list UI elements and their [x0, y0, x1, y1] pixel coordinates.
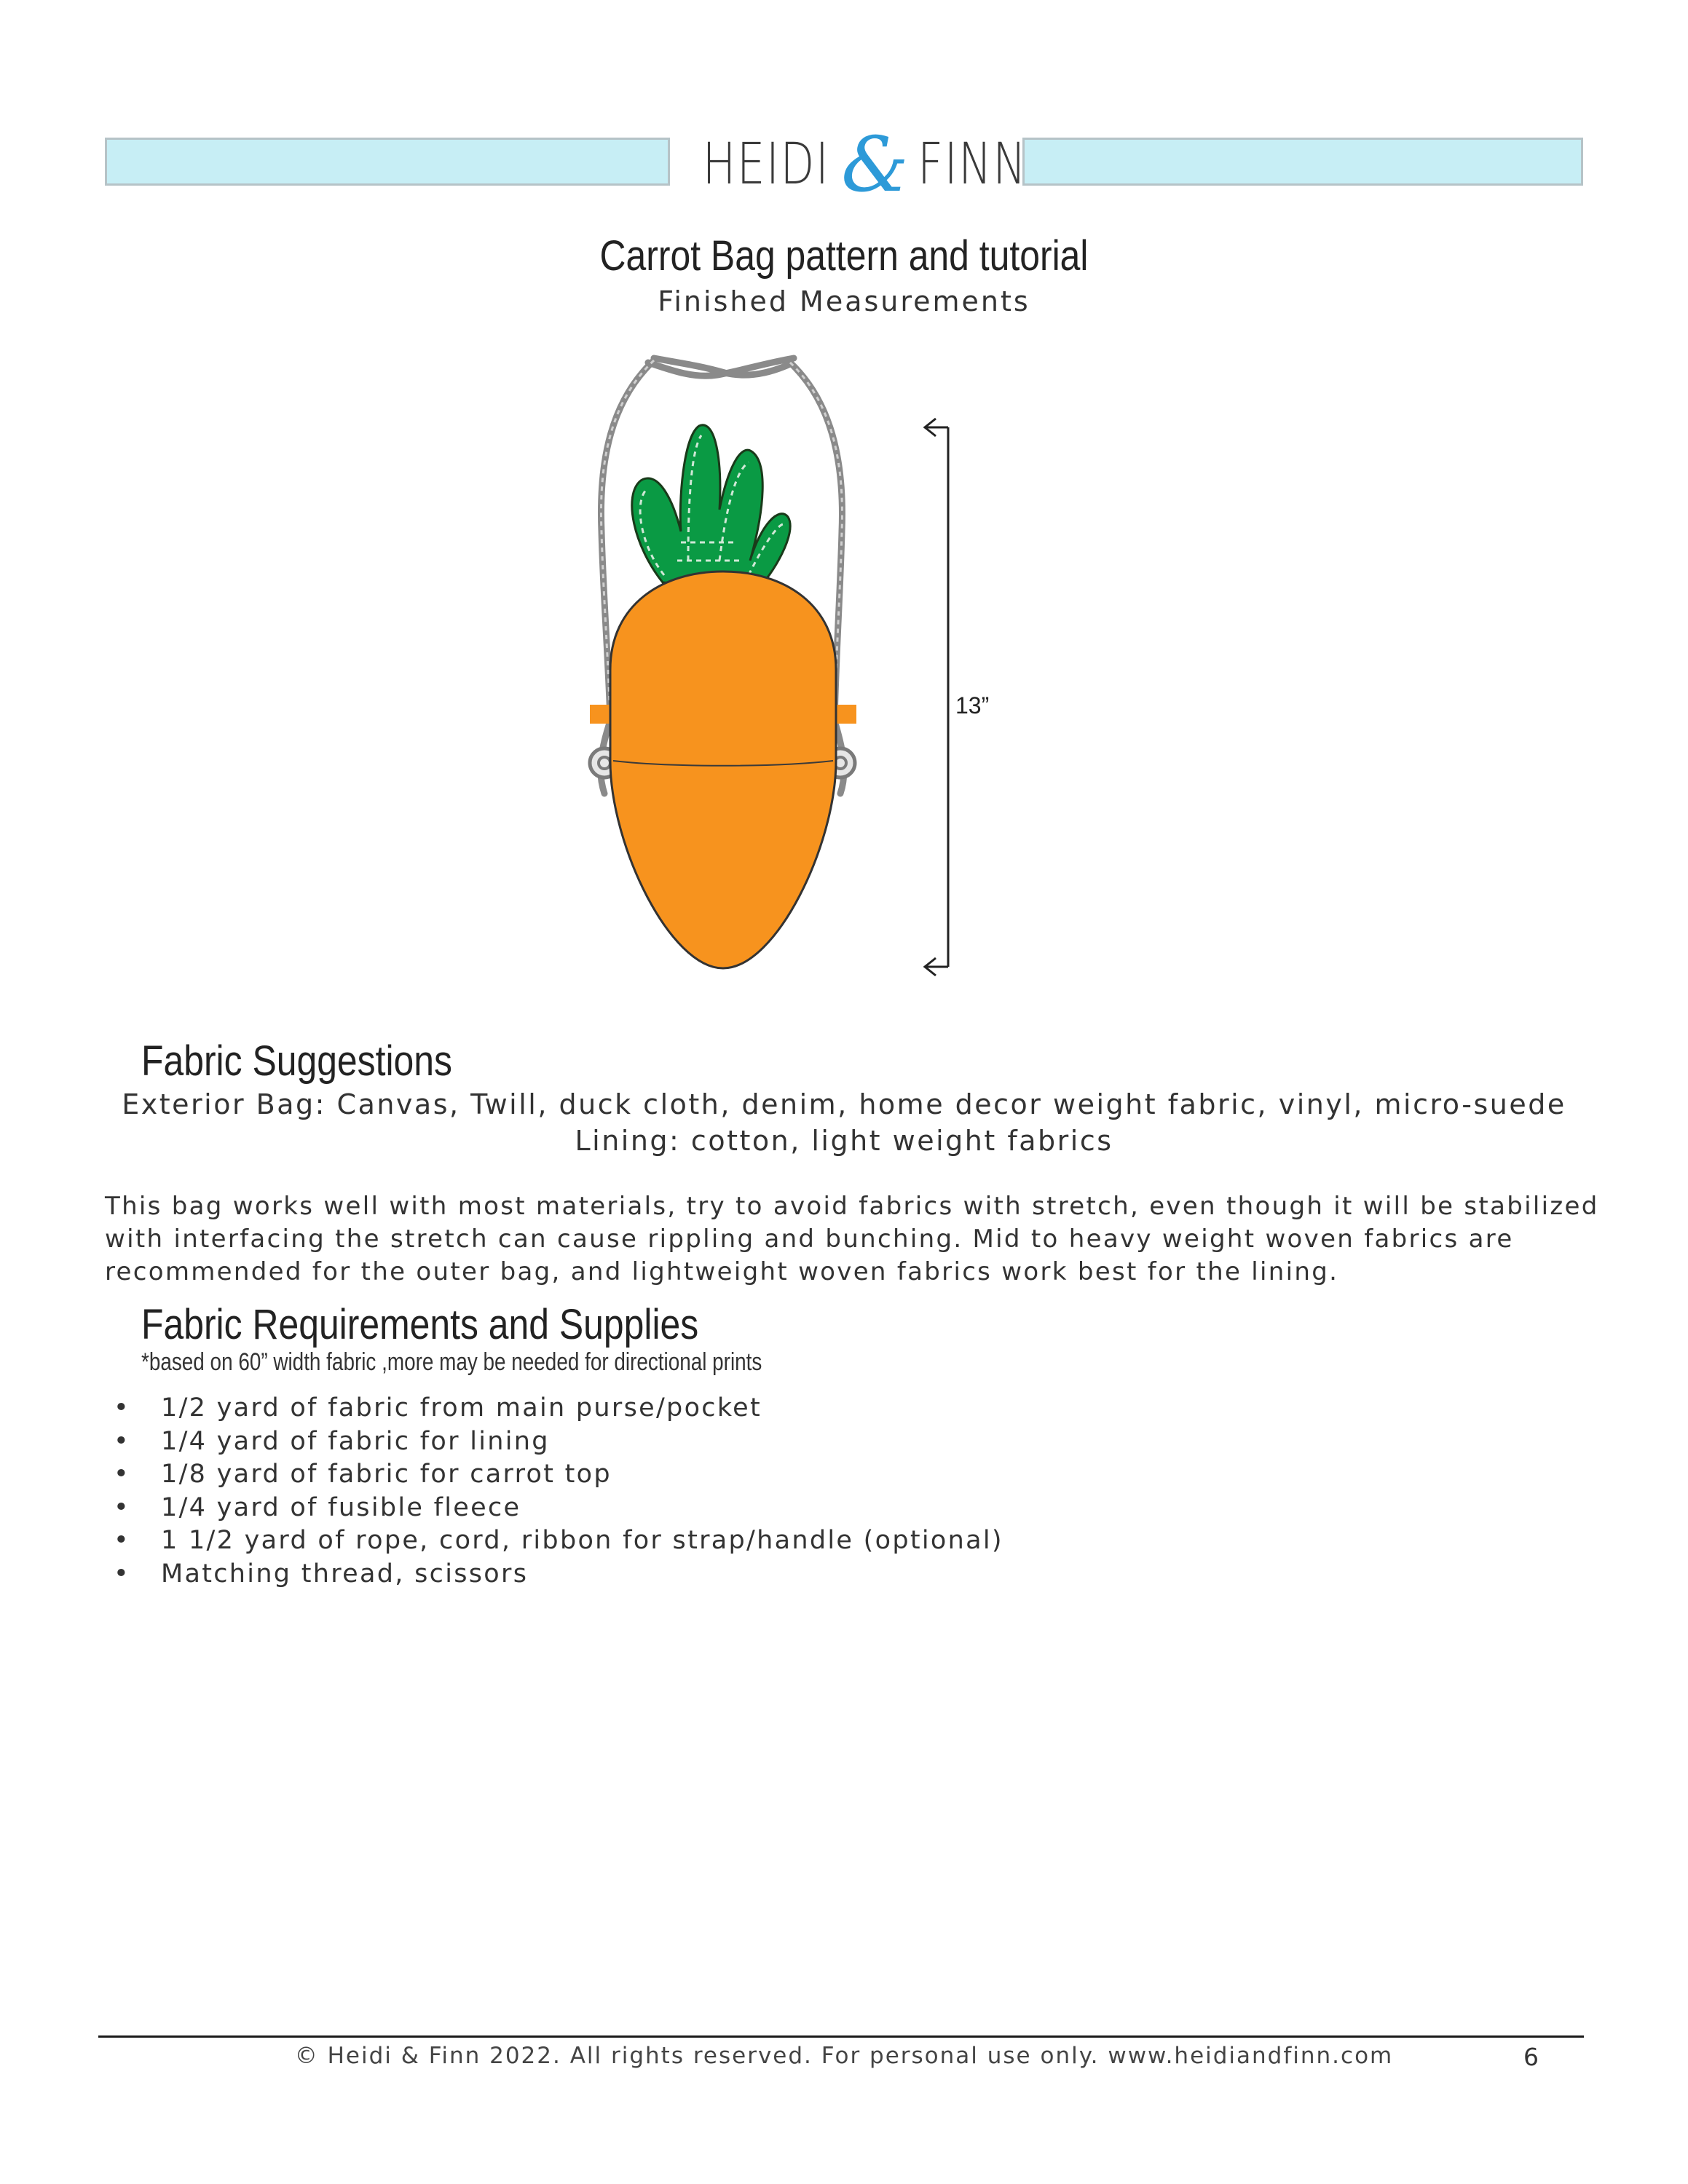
requirements-heading: Fabric Requirements and Supplies: [141, 1301, 699, 1348]
exterior-bag-suggestions: Exterior Bag: Canvas, Twill, duck cloth, denim, home decor weight fabric, vinyl, micro-suede: [122, 1088, 1566, 1120]
bullet-icon: •: [114, 1492, 130, 1522]
materials-paragraph: [105, 1190, 1599, 1289]
bullet-icon: •: [114, 1393, 130, 1423]
bullet-icon: •: [114, 1460, 130, 1489]
dimension-label: 13”: [955, 692, 990, 719]
paragraph-line: recommended for the outer bag, and lightweight woven fabrics work best for the lining.: [105, 1257, 1339, 1286]
header-bar-left: [105, 138, 670, 186]
brand-name-left: HEIDI: [702, 132, 830, 197]
paragraph-line: with interfacing the stretch can cause rippling and bunching. Mid to heavy weight woven fabrics are: [105, 1224, 1514, 1254]
carrot-top-leaves: [632, 425, 790, 590]
dimension-arrow: [925, 419, 948, 976]
footer-divider: [98, 2035, 1584, 2038]
carrot-bag-illustration: [553, 342, 1034, 983]
brand-ampersand: &: [841, 120, 909, 209]
carrot-body: [610, 571, 836, 968]
paragraph-line: This bag works well with most materials, try to avoid fabrics with stretch, even though it will be stabilized: [105, 1192, 1599, 1221]
bullet-icon: •: [114, 1526, 130, 1555]
page-subtitle: Finished Measurements: [658, 285, 1030, 317]
fabric-suggestions-heading: Fabric Suggestions: [141, 1037, 452, 1085]
fabric-width-note: *based on 60” width fabric ,more may be needed for directional prints: [141, 1348, 762, 1376]
bullet-icon: •: [114, 1559, 130, 1588]
lining-suggestions: Lining: cotton, light weight fabrics: [575, 1125, 1113, 1157]
footer-copyright: © Heidi & Finn 2022. All rights reserved. For personal use only. www.heidiandfinn.com: [294, 2043, 1394, 2069]
brand-name-right: FINN: [917, 132, 1028, 197]
brand-logo: [685, 120, 1028, 209]
bullet-icon: •: [114, 1426, 130, 1456]
page-title: Carrot Bag pattern and tutorial: [599, 232, 1089, 280]
page-number: 6: [1523, 2043, 1539, 2071]
header-bar-right: [1022, 138, 1583, 186]
